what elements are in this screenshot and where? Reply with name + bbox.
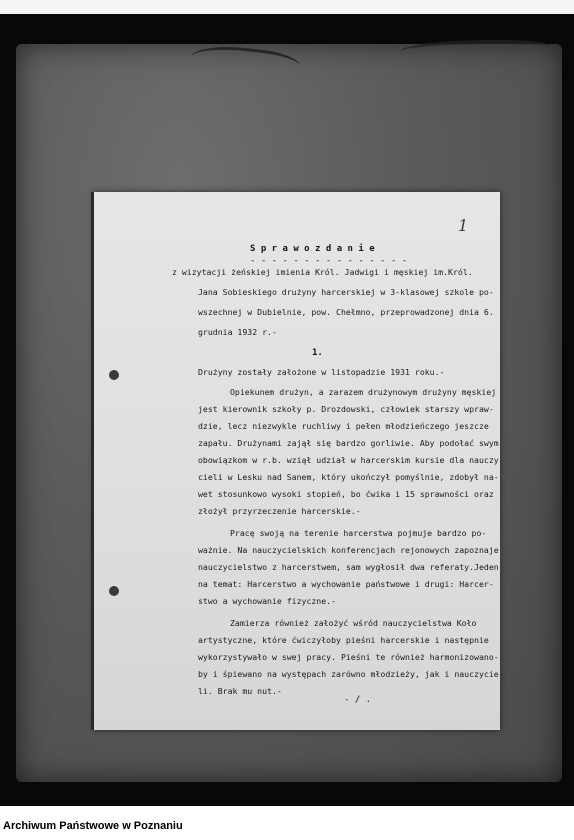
board-tear-mark <box>400 40 550 60</box>
text-line: z wizytacji żeńskiej imienia Król. Jadwigi i męskiej im.Król. <box>172 267 473 277</box>
text-line: wszechnej w Dubielnie, pow. Chełmno, przeprowadzonej dnia 6. <box>198 307 494 317</box>
text-line: li. Brak mu nut.- <box>198 686 282 696</box>
text-line: wykorzystywało w swej pracy. Pieśni te również harmonizowano- <box>198 652 499 662</box>
title-underline: - - - - - - - - - - - - - - - <box>250 256 408 266</box>
text-line: złożył przyrzeczenie harcerskie.- <box>198 506 361 516</box>
text-line: Pracę swoją na terenie harcerstwa pojmuje bardzo po- <box>230 528 487 538</box>
signoff-mark: - / . <box>344 695 372 705</box>
text-line: artystyczne, które ćwiczyłoby pieśni harcerskie i następnie <box>198 635 489 645</box>
archive-name: Archiwum Państwowe w Poznaniu <box>3 820 183 832</box>
text-line: na temat: Harcerstwo a wychowanie państwowe i drugi: Harcer- <box>198 579 494 589</box>
text-line: obowiązkom w r.b. wziął udział w harcerskim kursie dla nauczy- <box>198 455 504 465</box>
text-line: cieli w Lesku nad Sanem, który ukończył pomyślnie, zdobył na- <box>198 472 499 482</box>
text-line: by i śpiewano na występach zarówno młodzieży, jak i nauczycie- <box>198 669 504 679</box>
document-title: S p r a w o z d a n i e <box>250 244 375 254</box>
text-line: wet stosunkowo wysoki stopień, bo ćwika i 15 sprawności oraz <box>198 489 494 499</box>
text-line: Drużyny zostały założone w listopadzie 1931 roku.- <box>198 367 445 377</box>
text-line: grudnia 1932 r.- <box>198 327 277 337</box>
text-line: nauczycielstwo z harcerstwem, sam wygłosił dwa referaty.Jeden <box>198 562 499 572</box>
text-line: Opiekunem drużyn, a zarazem drużynowym drużyny męskiej <box>230 387 497 397</box>
text-line: zapału. Drużynami zajął się bardzo gorliwie. Aby podołać swym <box>198 438 499 448</box>
punch-hole <box>109 370 119 380</box>
punch-hole <box>109 586 119 596</box>
page-number: 1 <box>458 216 469 235</box>
section-number: 1. <box>312 348 323 358</box>
text-line: Zamierza również założyć wśród nauczycielstwa Koło <box>230 618 477 628</box>
text-line: dzie, lecz niezwykle ruchliwy i pełen młodzieńczego jeszcze <box>198 421 489 431</box>
film-top-edge <box>0 0 574 15</box>
text-line: Jana Sobieskiego drużyny harcerskiej w 3-klasowej szkole po- <box>198 287 494 297</box>
text-line: stwo a wychowanie fizyczne.- <box>198 596 337 606</box>
text-line: ważnie. Na nauczycielskich konferencjach rejonowych zapoznaje <box>198 545 499 555</box>
text-line: jest kierownik szkoły p. Drozdowski, człowiek starszy wpraw- <box>198 404 494 414</box>
document-sheet <box>94 192 504 730</box>
